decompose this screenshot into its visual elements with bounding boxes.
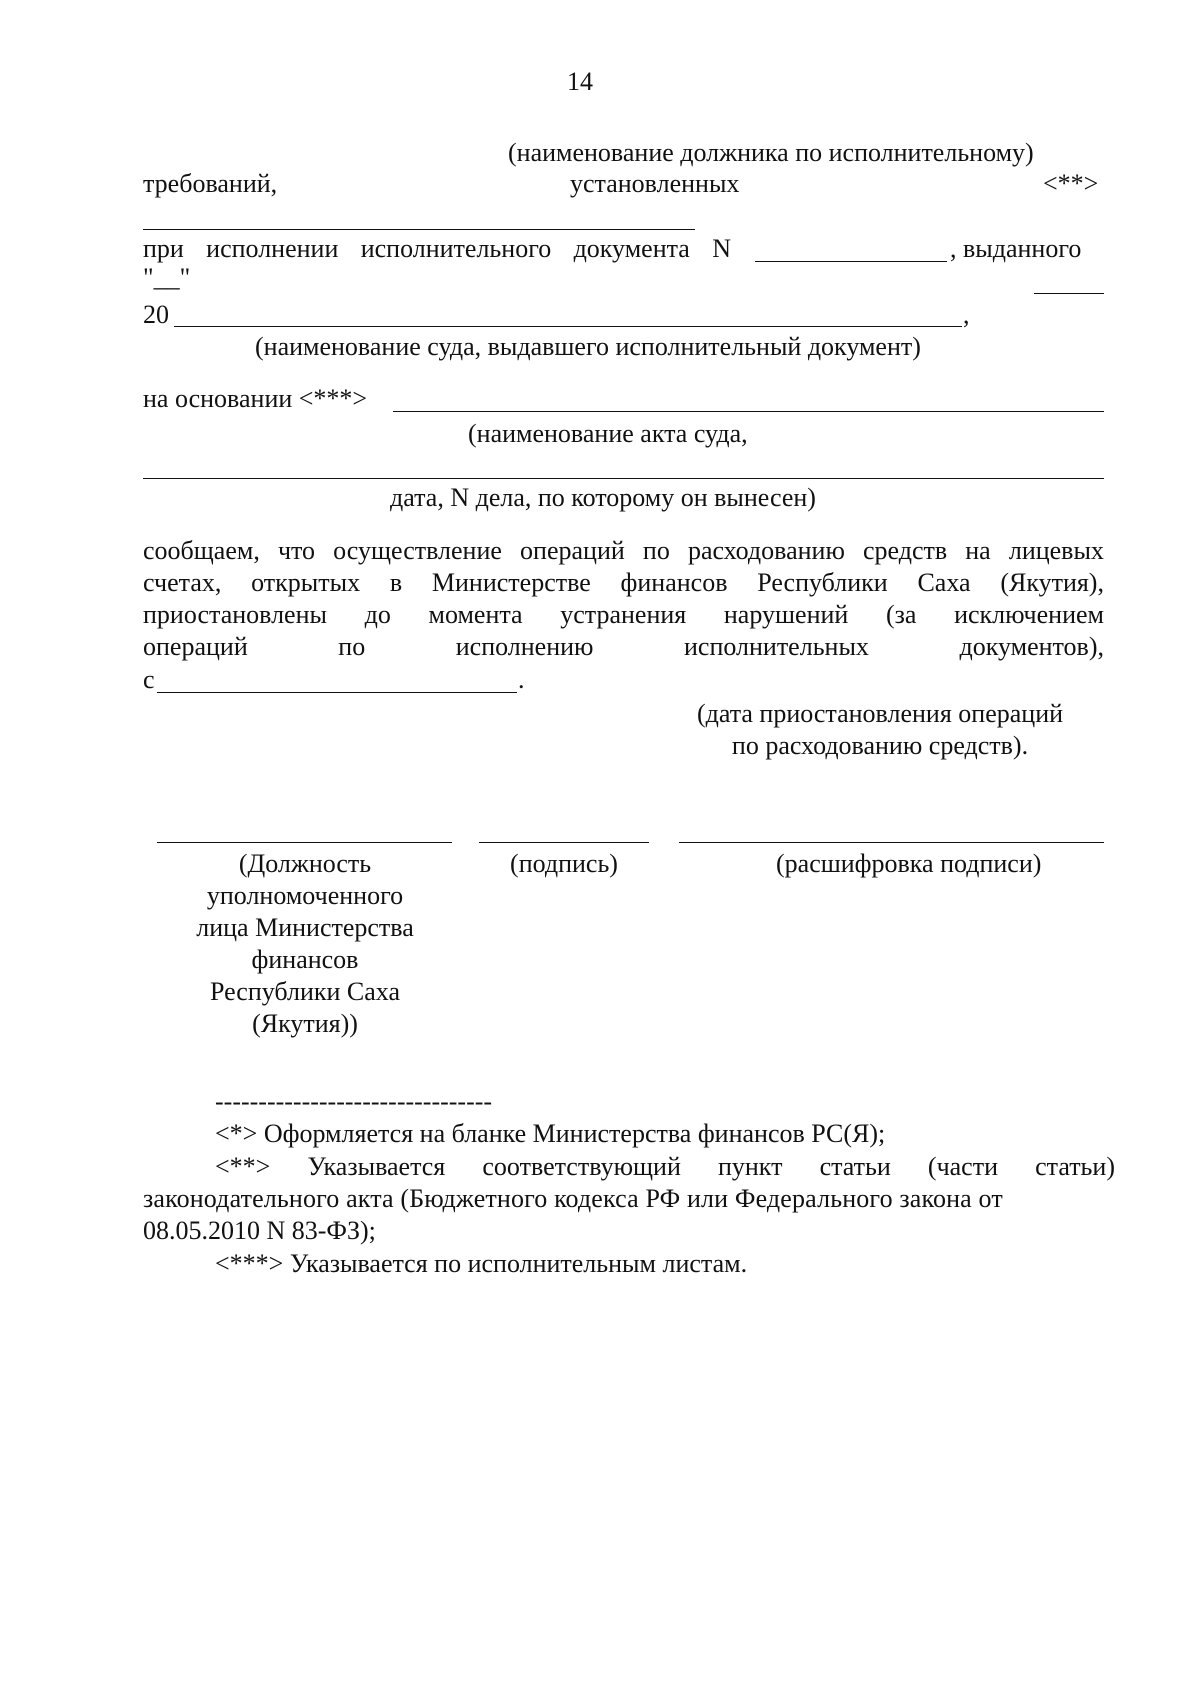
date-quote: "__" — [143, 263, 191, 292]
footnote-3: <***> Указывается по исполнительным листам. — [215, 1249, 748, 1278]
suspension-date-blank-line — [157, 692, 517, 693]
footnote-2-line-2: законодательного акта (Бюджетного кодекса РФ или Федерального закона от — [143, 1184, 1003, 1213]
execution-document-phrase — [143, 233, 731, 265]
debtor-caption: (наименование должника по исполнительному) — [508, 138, 1034, 167]
word: статьи — [819, 1152, 891, 1181]
word: средств — [863, 536, 948, 565]
position-caption-4: финансов — [251, 945, 359, 974]
word: (за — [885, 600, 917, 629]
word: пункт — [717, 1152, 783, 1181]
position-caption-1: (Должность — [238, 849, 372, 878]
body-line-2 — [143, 567, 1104, 599]
word: операций — [143, 632, 248, 661]
year-prefix: 20 — [143, 300, 169, 329]
word: Республики — [757, 568, 888, 597]
from-suffix: . — [518, 665, 525, 694]
word: приостановлены — [143, 600, 327, 629]
body-line-4 — [143, 631, 1104, 663]
position-caption-5: Республики Саха — [209, 977, 400, 1006]
word: статьи) — [1035, 1152, 1115, 1181]
word: (части — [927, 1152, 998, 1181]
body-line-1 — [143, 535, 1104, 567]
word: Саха — [917, 568, 971, 597]
basis-label: на основании <***> — [143, 384, 368, 413]
word: при — [143, 234, 184, 263]
word: открытых — [251, 568, 361, 597]
month-blank-line — [1034, 293, 1104, 294]
court-act-caption: (наименование акта суда, — [468, 419, 748, 448]
page-number: 14 — [567, 67, 593, 96]
word: на — [965, 536, 991, 565]
word: по — [642, 536, 670, 565]
word: Министерстве — [431, 568, 591, 597]
word: исполнительного — [360, 234, 552, 263]
word: осуществление — [333, 536, 502, 565]
word: операций — [520, 536, 625, 565]
footnote-marker-2: <**> — [1043, 169, 1099, 198]
issued-label: , выданного — [950, 234, 1082, 263]
decode-signature-line — [679, 842, 1104, 843]
word: в — [389, 568, 403, 597]
basis-blank-line — [393, 411, 1104, 412]
court-act-blank-line — [143, 478, 1104, 479]
word: соответствующий — [482, 1152, 681, 1181]
legal-act-blank-line — [143, 229, 695, 230]
case-caption: дата, N дела, по которому он вынесен) — [390, 483, 816, 512]
requirements-word: требований, — [143, 169, 278, 198]
word: документа — [573, 234, 690, 263]
word: до — [364, 600, 391, 629]
footnote-2-line-3: 08.05.2010 N 83-ФЗ); — [143, 1216, 376, 1245]
position-caption-2: уполномоченного — [206, 881, 404, 910]
body-line-3 — [143, 599, 1104, 631]
year-suffix: , — [963, 300, 970, 329]
word: исключением — [954, 600, 1104, 629]
word: <**> — [215, 1152, 271, 1181]
position-caption-6: (Якутия)) — [252, 1009, 358, 1038]
court-caption: (наименование суда, выдавшего исполнительный документ) — [255, 332, 921, 361]
footnote-2-line-1 — [215, 1151, 1115, 1183]
word: момента — [428, 600, 523, 629]
word: нарушений — [723, 600, 849, 629]
footnote-separator: -------------------------------- — [215, 1087, 493, 1116]
position-caption-3: лица Министерства — [196, 913, 414, 942]
word: счетах, — [143, 568, 222, 597]
word: (Якутия), — [1000, 568, 1104, 597]
word: сообщаем, — [143, 536, 260, 565]
suspension-caption-1: (дата приостановления операций — [696, 699, 1064, 728]
established-word: установленных — [570, 169, 740, 198]
word: расходованию — [687, 536, 845, 565]
suspension-caption-2: по расходованию средств). — [731, 731, 1029, 760]
word: устранения — [560, 600, 687, 629]
word: документов), — [959, 632, 1104, 661]
word: Указывается — [307, 1152, 446, 1181]
court-name-blank-line — [174, 326, 962, 327]
word: N — [712, 234, 731, 263]
word: по — [338, 632, 366, 661]
from-prefix: с — [143, 665, 155, 694]
word: финансов — [620, 568, 728, 597]
word: исполнении — [206, 234, 339, 263]
document-number-blank-line — [755, 261, 947, 262]
sign-caption: (подпись) — [510, 849, 618, 878]
word: исполнению — [455, 632, 594, 661]
word: исполнительных — [683, 632, 869, 661]
word: лицевых — [1008, 536, 1104, 565]
decode-caption: (расшифровка подписи) — [776, 849, 1042, 878]
position-signature-line — [157, 842, 452, 843]
footnote-1: <*> Оформляется на бланке Министерства финансов РС(Я); — [215, 1119, 886, 1148]
signature-line — [479, 842, 649, 843]
word: что — [277, 536, 316, 565]
